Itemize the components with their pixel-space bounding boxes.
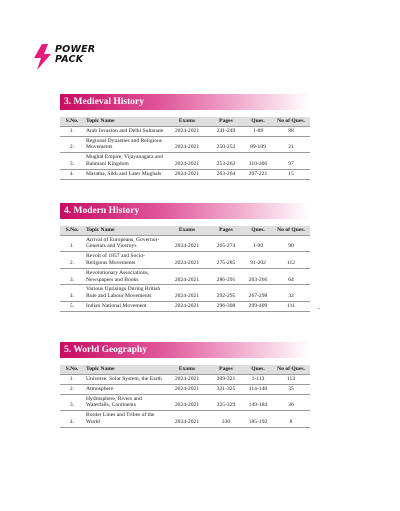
header-ques: Ques. bbox=[244, 117, 272, 126]
cell-pages: 265-274 bbox=[208, 235, 244, 252]
cell-ques: 1-113 bbox=[244, 374, 272, 384]
cell-pages: 325-329 bbox=[208, 394, 244, 411]
cell-sno: 4. bbox=[60, 169, 84, 179]
cell-sno: 3. bbox=[60, 153, 84, 170]
cell-topic: Arrival of Europeans, Governor-Generals and Viceroys bbox=[84, 235, 166, 252]
cell-topic: Arab Invasion and Delhi Sultanate bbox=[84, 126, 166, 136]
table-header-row bbox=[60, 365, 310, 374]
cell-exams: 2024-2021 bbox=[166, 301, 208, 311]
cell-topic: Various Uprisings During British Rule and Labour Movements bbox=[84, 285, 166, 302]
table-row bbox=[60, 235, 310, 252]
cell-pages: 309-321 bbox=[208, 374, 244, 384]
header-noq: No of Ques. bbox=[272, 226, 310, 235]
header-sno: S.No. bbox=[60, 226, 84, 235]
cell-exams: 2024-2021 bbox=[166, 384, 208, 394]
cell-noq: 32 bbox=[272, 285, 310, 302]
header-ques: Ques. bbox=[244, 365, 272, 374]
cell-ques: 91-202 bbox=[244, 252, 272, 269]
cell-noq: 35 bbox=[272, 384, 310, 394]
power-pack-logo bbox=[33, 44, 113, 70]
cell-topic: Indian National Movement bbox=[84, 301, 166, 311]
section-title-bar bbox=[60, 94, 310, 110]
cell-ques: 1-90 bbox=[244, 235, 272, 252]
cell-ques: 114-148 bbox=[244, 384, 272, 394]
cell-sno: 1. bbox=[60, 374, 84, 384]
cell-exams: 2024-2021 bbox=[166, 268, 208, 285]
section-title: 5. World Geography bbox=[64, 345, 147, 355]
section-title-bar bbox=[60, 342, 310, 358]
table-row bbox=[60, 268, 310, 285]
cell-exams: 2024-2021 bbox=[166, 374, 208, 384]
table-row bbox=[60, 374, 310, 384]
cell-exams: 2024-2021 bbox=[166, 235, 208, 252]
cell-pages: 292-295 bbox=[208, 285, 244, 302]
cell-topic: Revolt of 1857 and Socio-Religious Movements bbox=[84, 252, 166, 269]
cell-pages: 253-262 bbox=[208, 153, 244, 170]
cell-pages: 250-252 bbox=[208, 136, 244, 153]
cell-topic: Revolutionary Associations, Newspapers and Books bbox=[84, 268, 166, 285]
cell-noq: 97 bbox=[272, 153, 310, 170]
cell-pages: 286-291 bbox=[208, 268, 244, 285]
cell-sno: 3. bbox=[60, 268, 84, 285]
cell-sno: 2. bbox=[60, 252, 84, 269]
cell-pages: 263-264 bbox=[208, 169, 244, 179]
cell-pages: 330 bbox=[208, 411, 244, 428]
table-row bbox=[60, 285, 310, 302]
table-row bbox=[60, 394, 310, 411]
header-noq: No of Ques. bbox=[272, 365, 310, 374]
header-exams: Exams bbox=[166, 226, 208, 235]
cell-exams: 2024-2021 bbox=[166, 153, 208, 170]
header-pages: Pages bbox=[208, 365, 244, 374]
header-topic: Topic Name bbox=[84, 365, 166, 374]
cell-pages: 296-308 bbox=[208, 301, 244, 311]
cell-sno: 2. bbox=[60, 384, 84, 394]
table-row bbox=[60, 411, 310, 428]
cell-noq: 90 bbox=[272, 235, 310, 252]
cell-exams: 2024-2021 bbox=[166, 394, 208, 411]
header-topic: Topic Name bbox=[84, 226, 166, 235]
cell-exams: 2024-2021 bbox=[166, 285, 208, 302]
cell-ques: 299-409 bbox=[244, 301, 272, 311]
table-row bbox=[60, 301, 310, 311]
table-row bbox=[60, 252, 310, 269]
cell-noq: 112 bbox=[272, 252, 310, 269]
cell-exams: 2024-2021 bbox=[166, 126, 208, 136]
table-row bbox=[60, 169, 310, 179]
cell-topic: Hydrosphere, Rivers and Waterfalls, Continents bbox=[84, 394, 166, 411]
cell-exams: 2024-2021 bbox=[166, 169, 208, 179]
section-title: 4. Modern History bbox=[64, 206, 140, 216]
cell-sno: 4. bbox=[60, 411, 84, 428]
cell-topic: Border Lines and Tribes of the World bbox=[84, 411, 166, 428]
topics-table bbox=[60, 117, 310, 180]
cell-sno: 1. bbox=[60, 235, 84, 252]
table-row bbox=[60, 136, 310, 153]
cell-sno: 5. bbox=[60, 301, 84, 311]
cell-exams: 2024-2021 bbox=[166, 136, 208, 153]
cell-ques: 267-298 bbox=[244, 285, 272, 302]
section-world-geography bbox=[60, 342, 310, 428]
cell-noq: 113 bbox=[272, 374, 310, 384]
cell-sno: 1. bbox=[60, 126, 84, 136]
table-row bbox=[60, 126, 310, 136]
header-pages: Pages bbox=[208, 226, 244, 235]
table-row bbox=[60, 153, 310, 170]
cell-ques: 185-192 bbox=[244, 411, 272, 428]
header-noq: No of Ques. bbox=[272, 117, 310, 126]
cell-ques: 110-206 bbox=[244, 153, 272, 170]
cell-ques: 203-266 bbox=[244, 268, 272, 285]
cell-pages: 321-325 bbox=[208, 384, 244, 394]
cell-topic: Mughal Empire, Vijayanagara and Bahmani Kingdom bbox=[84, 153, 166, 170]
table-header-row bbox=[60, 117, 310, 126]
section-title-bar bbox=[60, 203, 310, 219]
cell-exams: 2024-2021 bbox=[166, 252, 208, 269]
lightning-bolt-icon bbox=[33, 44, 53, 70]
header-exams: Exams bbox=[166, 117, 208, 126]
cell-topic: Universe, Solar System, the Earth bbox=[84, 374, 166, 384]
header-sno: S.No. bbox=[60, 117, 84, 126]
header-exams: Exams bbox=[166, 365, 208, 374]
topics-table bbox=[60, 226, 310, 312]
header-topic: Topic Name bbox=[84, 117, 166, 126]
topics-table bbox=[60, 365, 310, 428]
header-pages: Pages bbox=[208, 117, 244, 126]
logo-line-1: POWER bbox=[55, 44, 96, 55]
cell-sno: 4. bbox=[60, 285, 84, 302]
section-medieval-history bbox=[60, 94, 310, 180]
cell-ques: 1-88 bbox=[244, 126, 272, 136]
cell-pages: 275-285 bbox=[208, 252, 244, 269]
cell-noq: 111 bbox=[272, 301, 310, 311]
table-row bbox=[60, 384, 310, 394]
cell-ques: 207-221 bbox=[244, 169, 272, 179]
cell-ques: 149-184 bbox=[244, 394, 272, 411]
cell-topic: Atmosphere bbox=[84, 384, 166, 394]
header-sno: S.No. bbox=[60, 365, 84, 374]
cell-noq: 36 bbox=[272, 394, 310, 411]
cell-topic: Maratha, Sikh and Later Mughals bbox=[84, 169, 166, 179]
cell-exams: 2024-2021 bbox=[166, 411, 208, 428]
cell-sno: 2. bbox=[60, 136, 84, 153]
cell-noq: 88 bbox=[272, 126, 310, 136]
stray-mark bbox=[318, 308, 320, 309]
cell-noq: 21 bbox=[272, 136, 310, 153]
table-header-row bbox=[60, 226, 310, 235]
cell-noq: 64 bbox=[272, 268, 310, 285]
cell-noq: 8 bbox=[272, 411, 310, 428]
cell-noq: 15 bbox=[272, 169, 310, 179]
section-modern-history bbox=[60, 203, 310, 312]
cell-sno: 3. bbox=[60, 394, 84, 411]
logo-line-2: PACK bbox=[55, 53, 84, 65]
section-title: 3. Medieval History bbox=[64, 97, 144, 107]
header-ques: Ques. bbox=[244, 226, 272, 235]
cell-topic: Regional Dynasties and Religious Movements bbox=[84, 136, 166, 153]
cell-ques: 89-109 bbox=[244, 136, 272, 153]
cell-pages: 241-249 bbox=[208, 126, 244, 136]
logo-wordmark bbox=[55, 45, 95, 64]
